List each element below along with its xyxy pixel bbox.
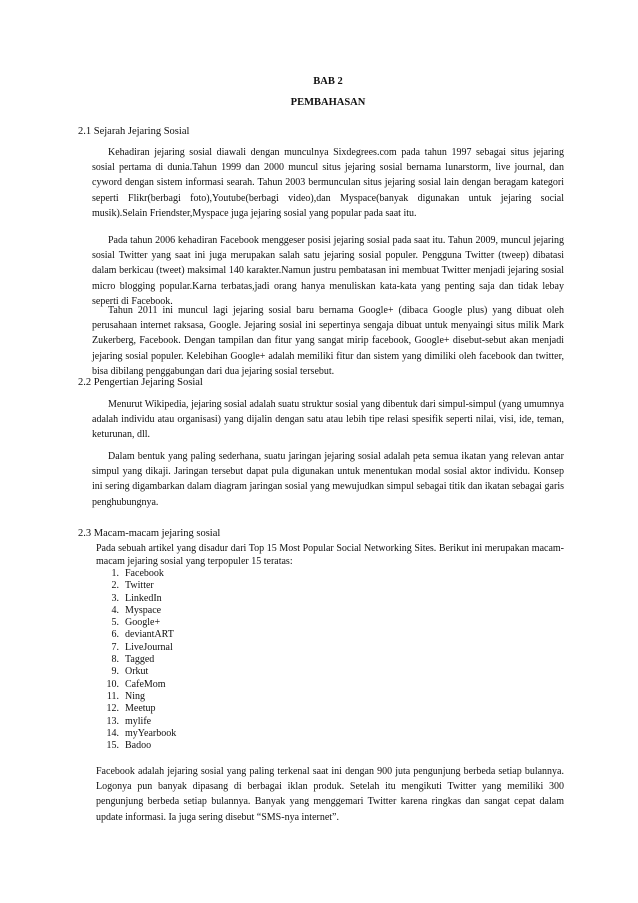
- paragraph-macam-outro: Facebook adalah jejaring sosial yang paling terkenal saat ini dengan 900 juta pengunjung berbeda setiap bulannya. Logonya pun banyak dipasang di berbagai iklan produk. Setelah itu mengikuti Twitter yang memiliki 300 pengunjung berbeda setiap bulannya. Banyak yang menggemari Twitter karena ringkas dan sangat cepat dalam update informasi. Ia juga sering disebut “SMS-nya internet”.: [96, 766, 564, 823]
- list-item: 8. Tagged: [111, 654, 155, 666]
- list-item: 11. Ning: [106, 690, 145, 702]
- chapter-label: BAB 2: [313, 76, 343, 87]
- list-item: 6. deviantART: [111, 629, 174, 641]
- section-heading-2-2: 2.2 Pengertian Jejaring Sosial: [78, 377, 203, 388]
- list-item: 5. Google+: [111, 617, 161, 629]
- paragraph-pengertian-1: Menurut Wikipedia, jejaring sosial adalah suatu struktur sosial yang dibentuk dari simpul-simpul (yang umumnya adalah individu atau organisasi) yang dijalin dengan satu atau lebih tipe relasi spesifik seperti nilai, visi, ide, teman, keturunan, dll.: [92, 399, 564, 441]
- section-heading-2-1: 2.1 Sejarah Jejaring Sosial: [78, 126, 190, 137]
- list-item: 13. mylife: [106, 715, 152, 727]
- list-item: 9. Orkut: [111, 666, 149, 678]
- list-item: 3. LinkedIn: [111, 592, 162, 604]
- list-item: 2. Twitter: [111, 580, 154, 592]
- list-item: 14. myYearbook: [106, 727, 177, 739]
- social-network-list: [102, 568, 176, 752]
- paragraph-pengertian-2: Dalam bentuk yang paling sederhana, suatu jaringan jejaring sosial adalah peta semua ikatan yang relevan antar simpul yang dikaji. Jaringan tersebut dapat pula digunakan untuk menentukan modal sosial aktor individu. Konsep ini sering digambarkan dalam diagram jaringan sosial yang mewujudkan simpul sebagai titik dan ikatan sebagai garis penghubungnya.: [92, 451, 564, 508]
- paragraph-sejarah-2: Pada tahun 2006 kehadiran Facebook menggeser posisi jejaring sosial pada saat itu. Tahun 2009, muncul jejaring sosial Twitter yang saat ini juga merupakan salah satu jejaring sosial populer. Pengguna Twitter (tweep) dibatasi dalam berkicau (tweet) maksimal 140 karakter.Namun justru pembatasan ini membuat Twitter menjadi jejaring sosial micro blogging popular.Karna terbatas,jadi orang hanya menuliskan kata-kata yang penting saja dan tidak lebay seperti di Facebook.: [92, 235, 564, 307]
- list-item: 7. LiveJournal: [111, 641, 173, 653]
- list-item: 4. Myspace: [111, 604, 162, 616]
- paragraph-macam-intro: Pada sebuah artikel yang disadur dari Top 15 Most Popular Social Networking Sites. Berikut ini merupakan macam-macam jejaring sosial yang terpopuler 15 teratas:: [96, 543, 564, 567]
- paragraph-sejarah-3: Tahun 2011 ini muncul lagi jejaring sosial baru bernama Google+ (dibaca Google plus) yang dibuat oleh perusahaan internet raksasa, Google. Jejaring sosial ini sepertinya sengaja dibuat untuk menyaingi situs milik Mark Zukerberg, Facebook. Dengan tampilan dan fitur yang sangat mirip facebook, Google+ disebut-sebut akan menjadi jejaring sosial populer. Kelebihan Google+ adalah memiliki fitur dan sistem yang dimiliki oleh facebook dan twitter, bisa dibilang penggabungan dari dua jejaring sosial tersebut.: [92, 305, 564, 377]
- chapter-title: PEMBAHASAN: [290, 97, 366, 108]
- section-heading-2-3: 2.3 Macam-macam jejaring sosial: [78, 528, 221, 539]
- list-item: 1. Facebook: [111, 568, 164, 579]
- list-item: 12. Meetup: [106, 703, 156, 715]
- list-item: 10. CafeMom: [106, 678, 166, 690]
- paragraph-sejarah-1: Kehadiran jejaring sosial diawali dengan munculnya Sixdegrees.com pada tahun 1997 sebagai situs jejaring sosial pertama di dunia.Tahun 1999 dan 2000 muncul situs jejaring sosial bernama lunarstorm, live journal, dan cyword dengan sistem informasi searah. Tahun 2003 bermunculan situs jejaring sosial lain dengan beragam kategori seperti Flikr(berbagi foto),Youtube(berbagi video),dan Myspace(banyak digunakan untuk jejaring social musik).Selain Friendster,Myspace juga jejaring sosial yang popular pada saat itu.: [92, 147, 564, 219]
- list-item: 15. Badoo: [106, 740, 152, 752]
